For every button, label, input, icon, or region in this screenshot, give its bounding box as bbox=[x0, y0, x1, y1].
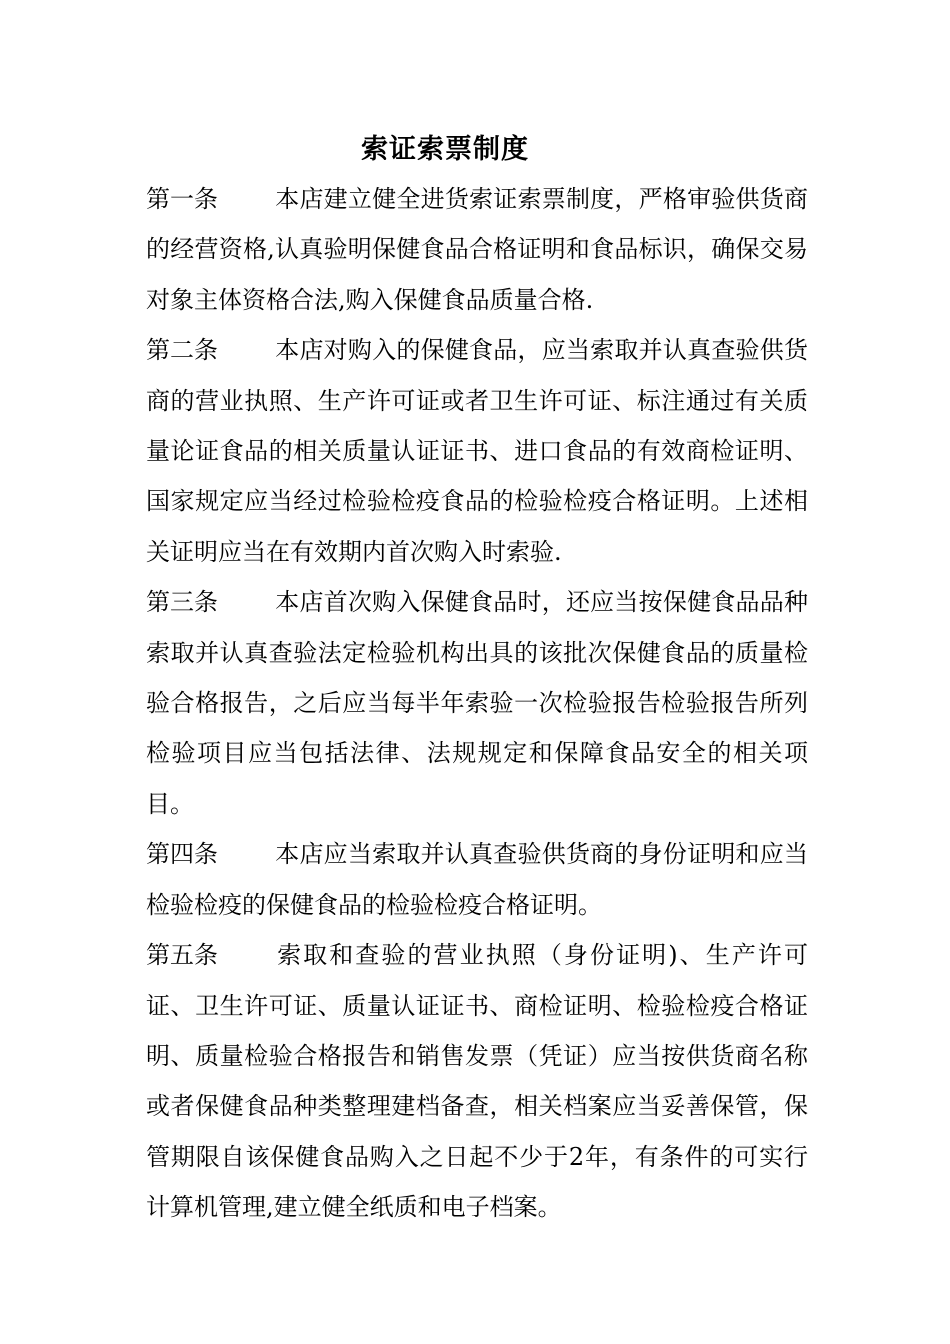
article-number: 第五条 bbox=[146, 941, 218, 970]
article-text: 本店对购入的保健食品，应当索取并认真查验供货商的营业执照、生产许可证或者卫生许可证、标注通过有关质量论证食品的相关质量认证证书、进口食品的有效商检证明、国家规定应当经过检验检疫食品的检验检疫合格证明。上述相关证明应当在有效期内首次购入时索验. bbox=[146, 336, 808, 566]
article-text: 本店应当索取并认真查验供货商的身份证明和应当检验检疫的保健食品的检验检疫合格证明。 bbox=[146, 840, 808, 919]
article-number: 第一条 bbox=[146, 185, 218, 213]
document-body bbox=[146, 174, 808, 1233]
article-2 bbox=[146, 325, 808, 577]
article-3 bbox=[146, 577, 808, 829]
document-title: 索证索票制度 bbox=[361, 134, 529, 165]
article-number: 第四条 bbox=[146, 840, 218, 869]
article-1 bbox=[146, 174, 808, 325]
article-text: 本店首次购入保健食品时，还应当按保健食品品种索取并认真查验法定检验机构出具的该批次保健食品的质量检验合格报告，之后应当每半年索验一次检验报告检验报告所列检验项目应当包括法律、法规规定和保障食品安全的相关项目。 bbox=[146, 588, 808, 818]
article-text: 本店建立健全进货索证索票制度，严格审验供货商的经营资格,认真验明保健食品合格证明和食品标识，确保交易对象主体资格合法,购入保健食品质量合格. bbox=[146, 185, 808, 314]
article-4 bbox=[146, 829, 808, 930]
article-number: 第三条 bbox=[146, 588, 218, 617]
article-number: 第二条 bbox=[146, 336, 218, 365]
article-5 bbox=[146, 930, 808, 1232]
article-text: 索取和查验的营业执照（身份证明)、生产许可证、卫生许可证、质量认证证书、商检证明、检验检疫合格证明、质量检验合格报告和销售发票（凭证）应当按供货商名称或者保健食品种类整理建档备查，相关档案应当妥善保管，保管期限自该保健食品购入之日起不少于2年，有条件的可实行计算机管理,建立健全纸质和电子档案。 bbox=[146, 941, 808, 1222]
